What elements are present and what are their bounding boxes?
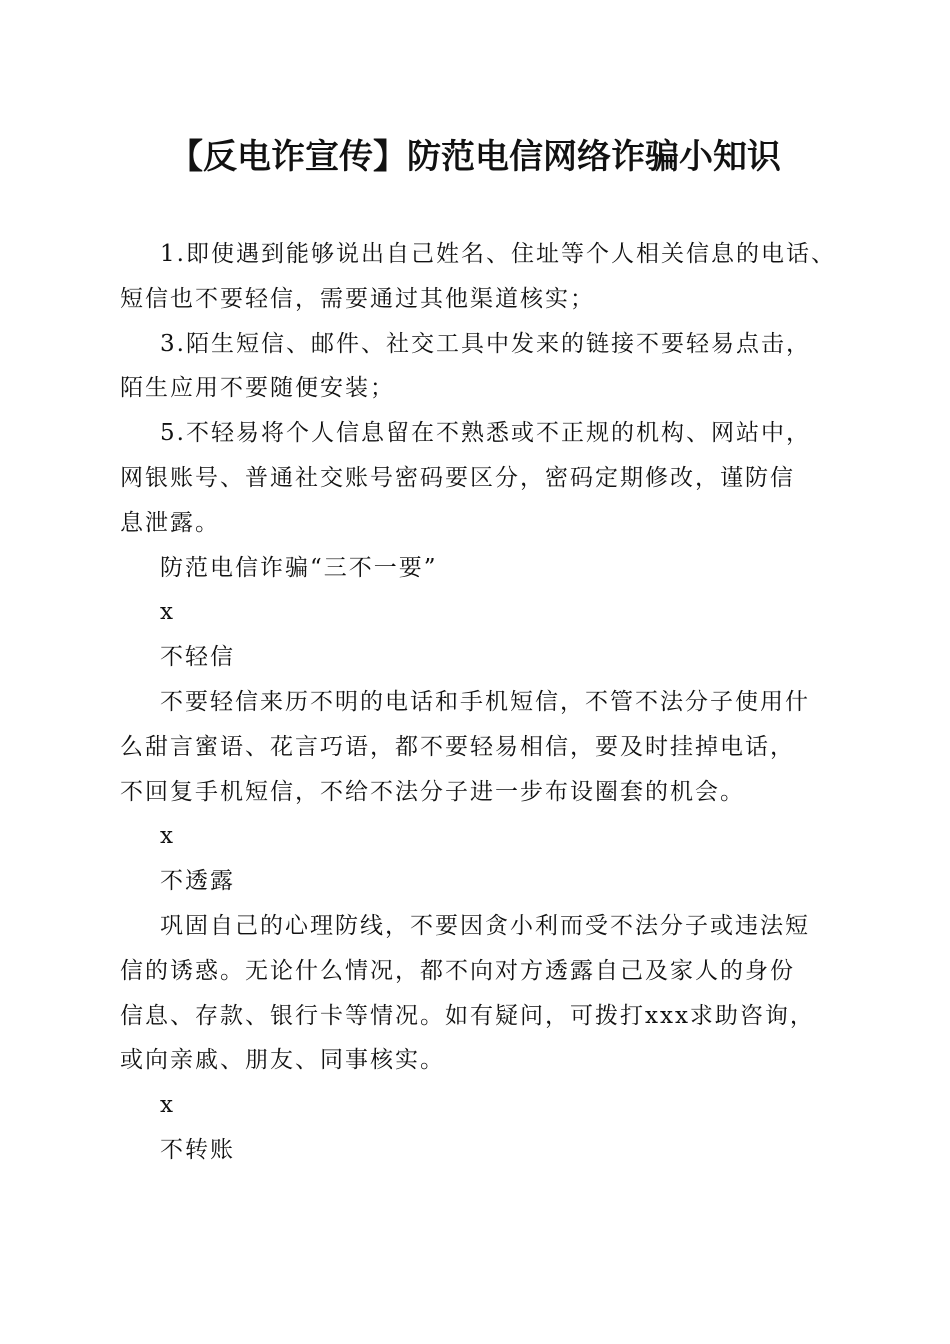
paragraph-line: x: [160, 1092, 175, 1119]
placeholder-marker: [120, 814, 836, 859]
paragraph: [120, 232, 836, 322]
paragraph-line: 信息、存款、银行卡等情况。如有疑问，可拨打xxx求助咨询，: [120, 1002, 815, 1029]
paragraph-line: 巩固自己的心理防线，不要因贪小利而受不法分子或违法短: [160, 912, 810, 939]
paragraph: [120, 322, 836, 412]
paragraph-line: 信的诱惑。无论什么情况，都不向对方透露自己及家人的身份: [120, 957, 795, 984]
placeholder-marker: [120, 590, 836, 635]
paragraph-line: 么甜言蜜语、花言巧语，都不要轻易相信，要及时挂掉电话，: [120, 733, 795, 760]
paragraph-line: 5.不轻易将个人信息留在不熟悉或不正规的机构、网站中，: [160, 420, 811, 447]
paragraph-line: 不透露: [160, 868, 235, 895]
paragraph-line: 不要轻信来历不明的电话和手机短信，不管不法分子使用什: [160, 688, 810, 715]
document-title: 【反电诈宣传】防范电信网络诈骗小知识: [169, 137, 781, 177]
subsection-heading: [120, 1128, 836, 1173]
paragraph: [120, 680, 836, 814]
paragraph-line: 3.陌生短信、邮件、社交工具中发来的链接不要轻易点击，: [160, 330, 811, 357]
paragraph-line: 防范电信诈骗“三不一要”: [160, 554, 438, 581]
document-body: [120, 232, 836, 1173]
paragraph-line: 网银账号、普通社交账号密码要区分，密码定期修改，谨防信: [120, 464, 795, 491]
placeholder-marker: [120, 1083, 836, 1128]
subsection-heading: [120, 859, 836, 904]
paragraph-line: 或向亲戚、朋友、同事核实。: [120, 1047, 445, 1074]
subsection-heading: [120, 635, 836, 680]
paragraph-line: 息泄露。: [120, 509, 220, 536]
paragraph: [120, 904, 836, 1083]
paragraph-line: x: [160, 599, 175, 626]
paragraph-line: 陌生应用不要随便安装；: [120, 375, 395, 402]
paragraph-line: 不转账: [160, 1136, 235, 1163]
paragraph-line: 1.即使遇到能够说出自己姓名、住址等个人相关信息的电话、: [160, 241, 836, 267]
section-heading: [120, 546, 836, 591]
paragraph-line: 不轻信: [160, 644, 235, 671]
paragraph-line: x: [160, 823, 175, 850]
paragraph-line: 不回复手机短信，不给不法分子进一步布设圈套的机会。: [120, 778, 745, 805]
paragraph: [120, 411, 836, 545]
paragraph-line: 短信也不要轻信，需要通过其他渠道核实；: [120, 285, 595, 312]
